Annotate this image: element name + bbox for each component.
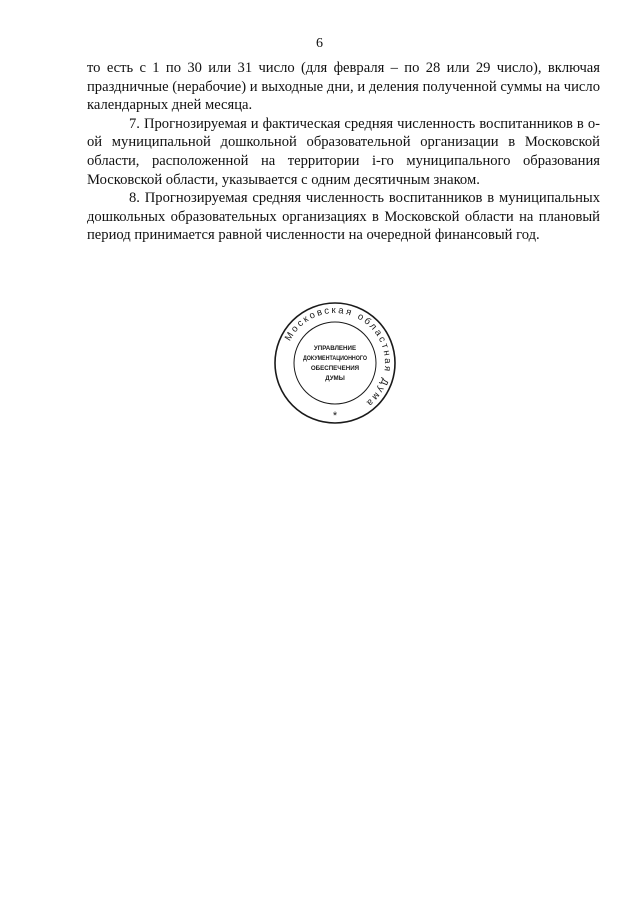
paragraph-continuation: то есть с 1 по 30 или 31 число (для февраля – по 28 или 29 число), включая праздничные (нерабочие) и выходные дни, и деления полученной суммы на число календарных дней месяца.: [87, 60, 600, 114]
document-body: [87, 59, 600, 245]
seal-inner-ring: [294, 322, 376, 404]
seal-star-icon: *: [332, 410, 338, 422]
seal-center-line-2: ДОКУМЕНТАЦИОННОГО: [303, 355, 368, 362]
paragraph-item-7: 7. Прогнозируемая и фактическая средняя численность воспитанников в о-ой муниципальной дошкольной образовательной организации в Московской области, расположенной на территории i-го муниципального образования Московской области, указывается с одним десятичным знаком.: [87, 115, 600, 188]
seal-center-line-3: ОБЕСПЕЧЕНИЯ: [310, 365, 360, 372]
seal-outer-ring: [275, 303, 395, 423]
seal-graphic: [272, 300, 398, 426]
page-number: 6: [316, 36, 323, 51]
official-seal-stamp: [272, 300, 398, 426]
seal-center-line-4: ДУМЫ: [325, 375, 345, 382]
paragraph-item-8: 8. Прогнозируемая средняя численность воспитанников в муниципальных дошкольных образовательных организациях в Московской области на плановый период принимается равной численности на очередной финансовый год.: [87, 190, 600, 244]
seal-center-line-1: УПРАВЛЕНИЕ: [313, 345, 357, 352]
seal-ring-textpath: Московская областная Дума: [282, 304, 394, 410]
